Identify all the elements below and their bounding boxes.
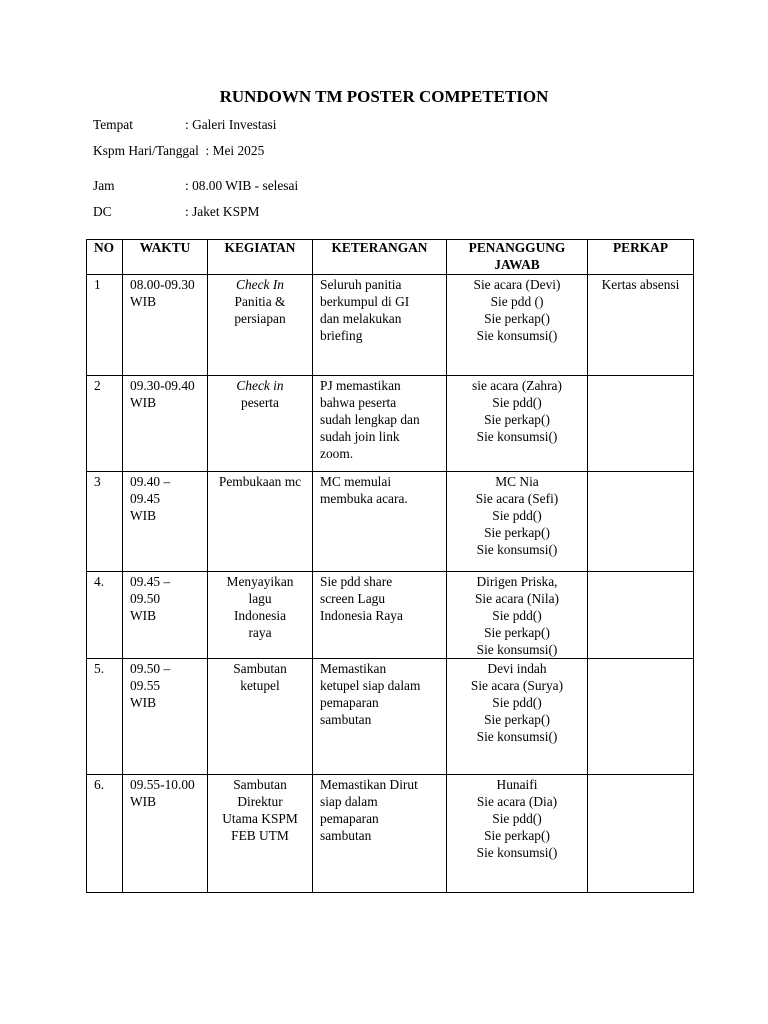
info-value: : Galeri Investasi [185,117,277,132]
keterangan-line: Seluruh panitia [320,277,402,292]
document-title: RUNDOWN TM POSTER COMPETETION [219,87,549,106]
kegiatan-italic-line: Check In [236,277,284,292]
pj-line: Sie acara (Devi) [473,277,561,292]
info-dc [93,204,259,221]
keterangan-line: MC memulai [320,474,392,489]
cell-keterangan [313,376,447,472]
keterangan-line: membuka acara. [320,490,408,506]
pj-line: Sie pdd() [492,394,542,410]
cell-waktu [123,472,208,572]
pj-line: Sie acara (Nila) [474,590,559,606]
kegiatan-line: Direktur [237,794,283,810]
col-header-kegiatan: KEGIATAN [208,240,313,275]
cell-keterangan [313,775,447,893]
keterangan-line: PJ memastikan [320,378,401,393]
cell-kegiatan [208,775,313,893]
table-row [87,376,694,472]
waktu-line: WIB [130,695,157,711]
kegiatan-line: Pembukaan mc [218,474,302,489]
cell-perkap: Kertas absensi [588,275,694,376]
waktu-line: WIB [130,794,157,810]
info-hari-tanggal [93,143,264,160]
keterangan-line: bahwa peserta [320,394,397,410]
pj-line: Sie pdd () [490,293,544,309]
cell-penanggung-jawab [447,275,588,376]
cell-no: 1 [87,275,123,376]
cell-keterangan [313,659,447,775]
cell-perkap [588,659,694,775]
cell-penanggung-jawab [447,572,588,659]
keterangan-line: sambutan [320,828,372,844]
kegiatan-line: Menyayikan [226,574,294,589]
keterangan-line: berkumpul di GI [320,293,410,309]
info-label: Tempat [93,117,133,132]
waktu-line: 09.40 – [130,474,171,489]
pj-line: Sie konsumsi() [476,641,558,657]
pj-line: Dirigen Priska, [476,574,558,589]
kegiatan-line: Indonesia [233,607,287,623]
pj-line: Sie perkap() [484,524,550,540]
cell-kegiatan [208,275,313,376]
pj-line: sie acara (Zahra) [472,378,562,393]
pj-line: Sie acara (Surya) [470,678,564,694]
cell-no: 6. [87,775,123,893]
cell-perkap [588,472,694,572]
kegiatan-italic-line: Check in [236,378,284,393]
pj-line: Sie pdd() [492,507,542,523]
pj-line: Sie perkap() [484,411,550,427]
cell-waktu [123,572,208,659]
info-value: : 08.00 WIB - selesai [185,178,299,193]
kegiatan-line: lagu [248,590,272,606]
cell-kegiatan [208,572,313,659]
keterangan-line: sambutan [320,712,372,728]
waktu-line: WIB [130,507,157,523]
col-header-penanggung-jawab: PENANGGUNG JAWAB [447,240,588,275]
cell-no: 4. [87,572,123,659]
waktu-line: 09.45 [130,490,161,506]
cell-no: 5. [87,659,123,775]
info-label: Kspm Hari/Tanggal [93,143,199,158]
waktu-line: WIB [130,394,157,410]
kegiatan-line: Sambutan [233,777,287,793]
pj-line: Sie perkap() [484,624,550,640]
waktu-line: 09.30-09.40 [130,378,195,393]
kegiatan-line: ketupel [240,678,280,694]
pj-line: Sie pdd() [492,607,542,623]
kegiatan-line: peserta [241,394,279,410]
table-row [87,472,694,572]
pj-line: Sie konsumsi() [476,845,558,861]
cell-waktu [123,275,208,376]
table-row [87,572,694,659]
col-header-no: NO [87,240,123,275]
rundown-table [86,239,694,893]
pj-line: Sie konsumsi() [476,729,558,745]
keterangan-line: dan melakukan [320,310,402,326]
cell-perkap [588,775,694,893]
col-header-keterangan: KETERANGAN [313,240,447,275]
pj-line: MC Nia [495,474,539,489]
info-value: : Jaket KSPM [185,204,260,219]
cell-waktu [123,659,208,775]
pj-line: Sie acara (Dia) [476,794,558,810]
cell-waktu [123,376,208,472]
keterangan-line: screen Lagu [320,590,386,606]
waktu-line: 09.55-10.00 [130,777,195,793]
cell-no: 3 [87,472,123,572]
cell-keterangan [313,572,447,659]
info-tempat [93,117,276,134]
cell-penanggung-jawab [447,775,588,893]
pj-line: Devi indah [487,661,547,677]
waktu-line: WIB [130,293,157,309]
keterangan-line: sudah lengkap dan [320,411,420,427]
waktu-line: 09.55 [130,678,161,694]
cell-perkap [588,376,694,472]
pj-line: Sie pdd() [492,811,542,827]
table-row [87,275,694,376]
info-value: : Mei 2025 [205,143,265,158]
keterangan-line: siap dalam [320,794,378,810]
cell-kegiatan [208,472,313,572]
col-header-waktu: WAKTU [123,240,208,275]
pj-line: Sie perkap() [484,712,550,728]
waktu-line: 09.50 – [130,661,171,677]
keterangan-line: Memastikan Dirut [320,777,418,793]
keterangan-line: sudah join link [320,428,400,444]
pj-line: Hunaifi [496,777,538,793]
keterangan-line: Indonesia Raya [320,607,403,623]
cell-perkap [588,572,694,659]
kegiatan-line: Utama KSPM [222,811,298,827]
waktu-line: WIB [130,607,157,623]
kegiatan-line: raya [248,624,272,640]
kegiatan-line: persiapan [234,310,286,326]
pj-line: Sie konsumsi() [476,327,558,343]
cell-kegiatan [208,659,313,775]
pj-line: Sie perkap() [484,310,550,326]
cell-waktu [123,775,208,893]
waktu-line: 09.50 [130,590,161,606]
keterangan-line: ketupel siap dalam [320,678,421,694]
keterangan-line: Memastikan [320,661,387,677]
col-header-perkap: PERKAP [588,240,694,275]
pj-line: Sie konsumsi() [476,428,558,444]
cell-no: 2 [87,376,123,472]
pj-line: Sie pdd() [492,695,542,711]
keterangan-line: Sie pdd share [320,574,393,589]
kegiatan-line: FEB UTM [231,828,289,844]
keterangan-line: zoom. [320,445,354,461]
keterangan-line: pemaparan [320,811,379,827]
pj-line: Sie acara (Sefi) [475,490,559,506]
cell-keterangan [313,275,447,376]
pj-line: Sie konsumsi() [476,541,558,557]
table-header-row [87,240,694,275]
kegiatan-line: Panitia & [234,293,286,309]
waktu-line: 09.45 – [130,574,171,589]
kegiatan-line: Sambutan [233,661,287,677]
info-jam [93,178,298,195]
cell-kegiatan [208,376,313,472]
keterangan-line: pemaparan [320,695,379,711]
cell-keterangan [313,472,447,572]
table-row [87,775,694,893]
cell-penanggung-jawab [447,472,588,572]
info-label: DC [93,204,112,219]
cell-penanggung-jawab [447,376,588,472]
info-label: Jam [93,178,115,193]
waktu-line: 08.00-09.30 [130,277,195,292]
table-row [87,659,694,775]
pj-line: Sie perkap() [484,828,550,844]
cell-penanggung-jawab [447,659,588,775]
keterangan-line: briefing [320,327,363,343]
